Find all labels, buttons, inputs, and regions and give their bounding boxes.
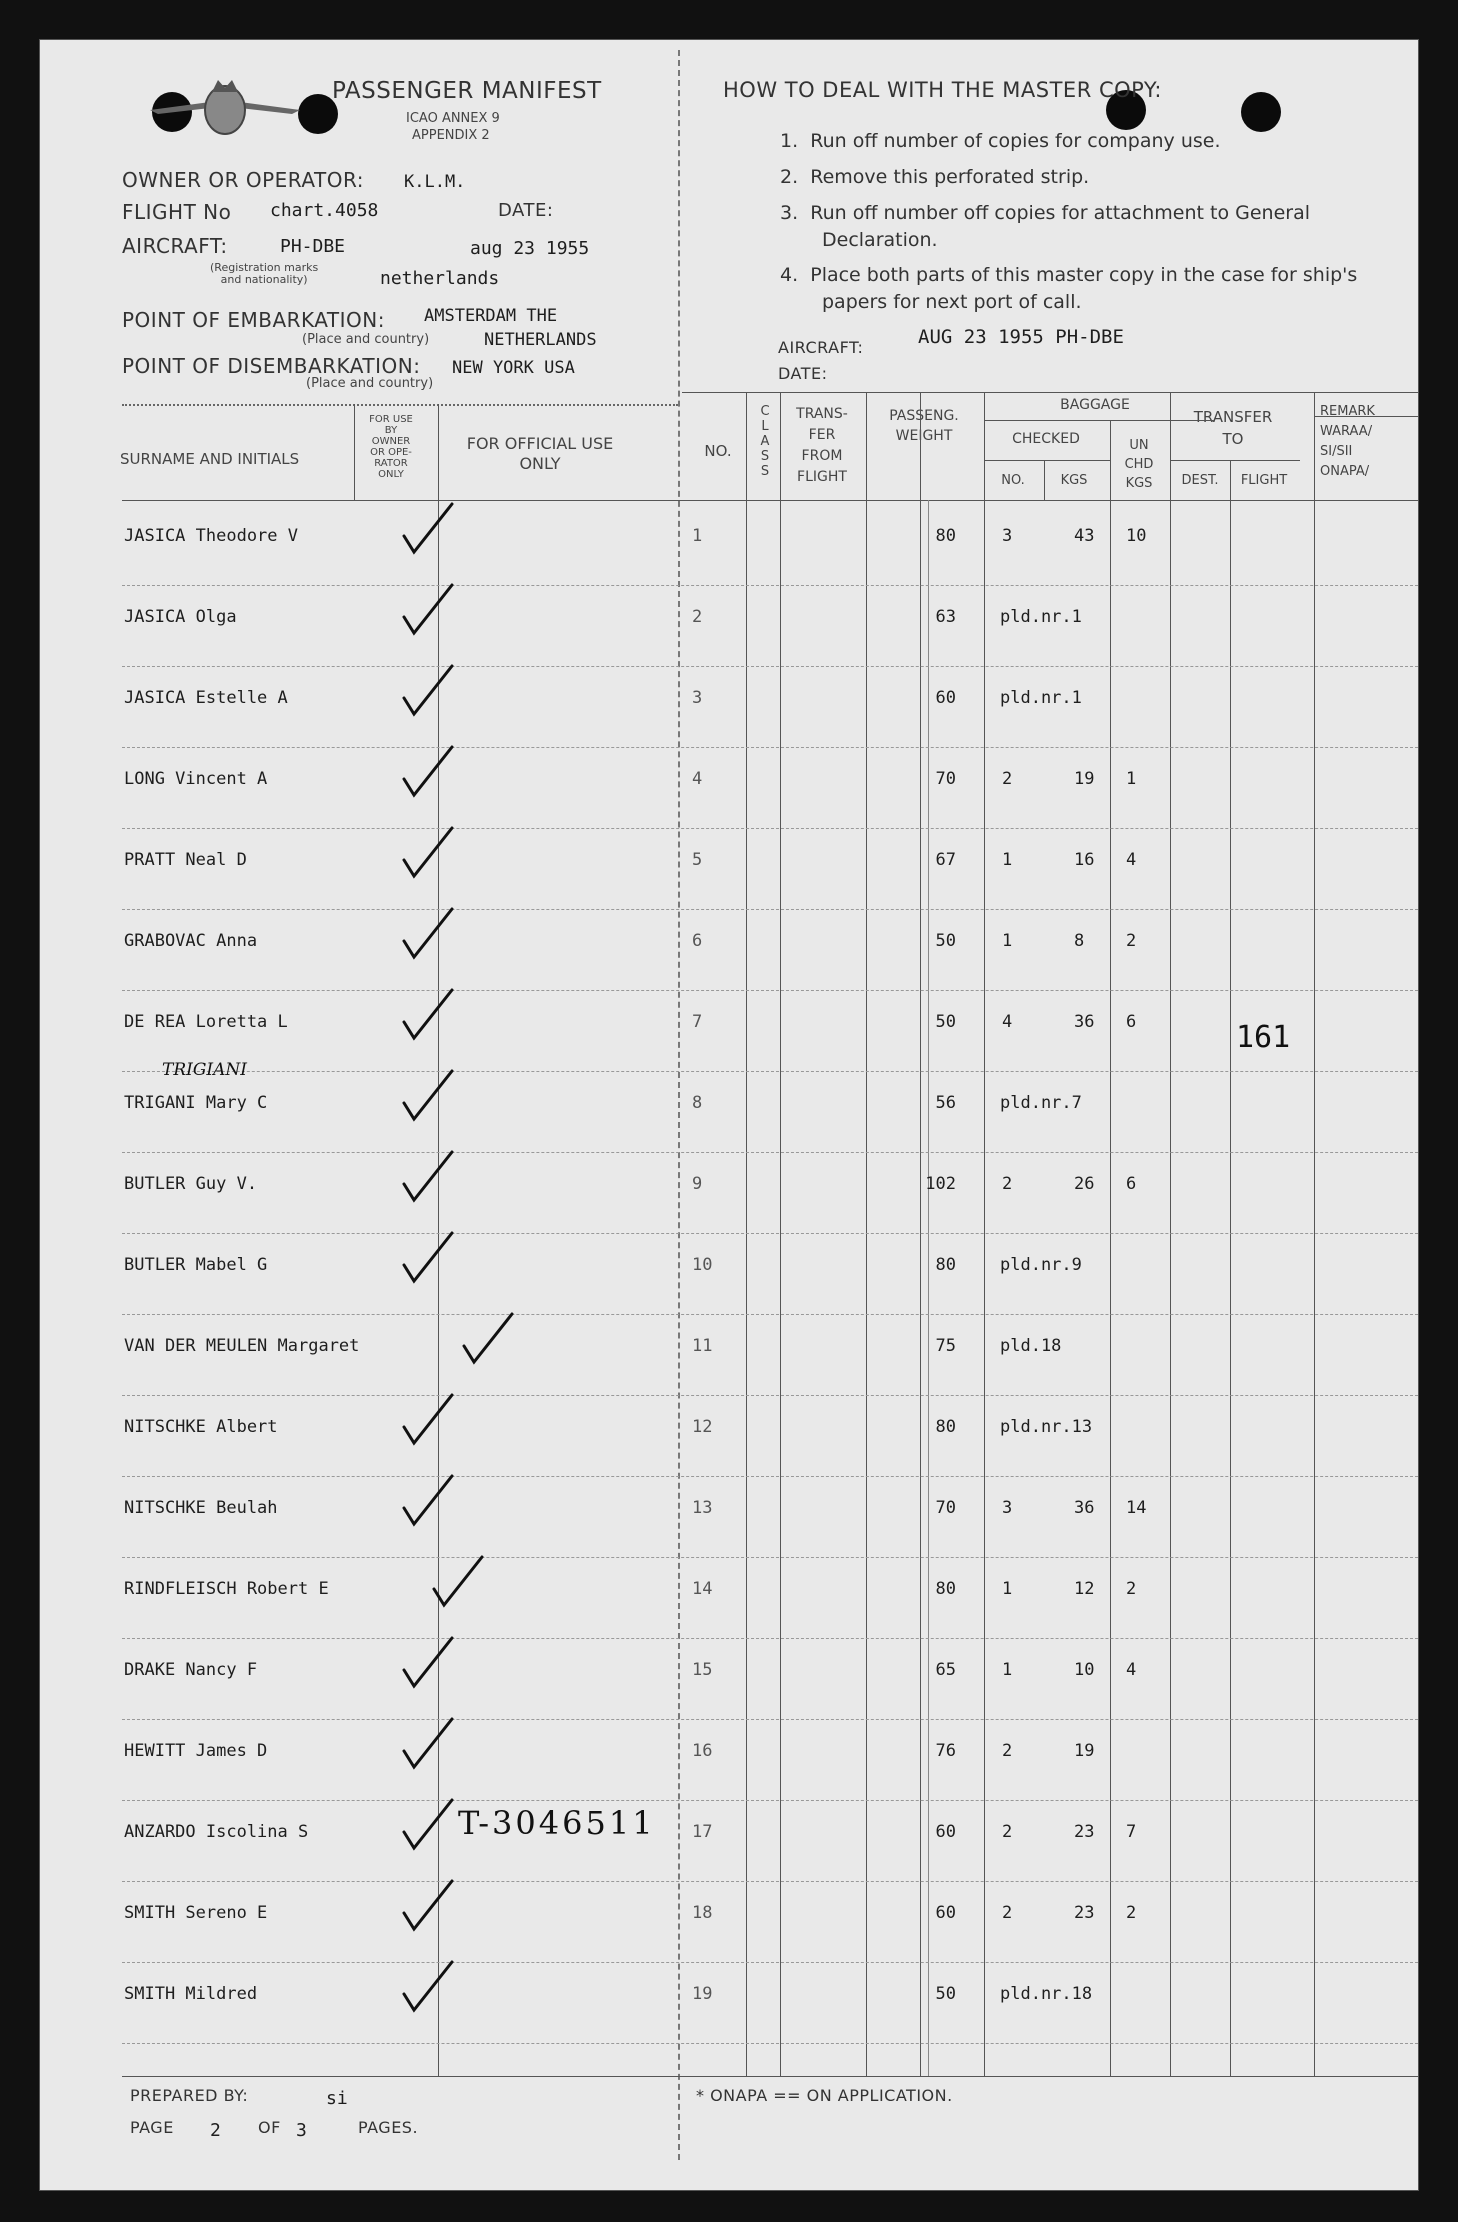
- flight-label: FLIGHT No: [122, 200, 232, 224]
- row-rule: [122, 1962, 1418, 1963]
- unchecked-kgs: 4: [1126, 1660, 1137, 1680]
- check-mark-icon: [400, 1391, 460, 1451]
- baggage-count: 3: [1002, 1498, 1013, 1518]
- passenger-weight: 50: [935, 1984, 956, 2004]
- table-row: [40, 1660, 1418, 1741]
- passenger-no: 3: [692, 688, 703, 708]
- instr-date-label: DATE:: [778, 364, 828, 383]
- row-rule: [122, 990, 1418, 991]
- check-mark-icon: [460, 1310, 520, 1370]
- place-note: (Place and country): [302, 332, 430, 347]
- handwritten-trigiani: TRIGIANI: [162, 1060, 248, 1080]
- col-no: NO.: [704, 442, 732, 460]
- unchecked-kgs: 4: [1126, 850, 1137, 870]
- baggage-kgs: 12: [1074, 1579, 1095, 1599]
- grid-line: [122, 404, 678, 406]
- pooled-note: pld.nr.1: [1000, 688, 1082, 708]
- check-mark-icon: [400, 1472, 460, 1532]
- prepared-by-label: PREPARED BY:: [130, 2086, 249, 2105]
- passenger-weight: 60: [935, 1822, 956, 1842]
- baggage-count: 3: [1002, 526, 1013, 546]
- unchecked-kgs: 2: [1126, 931, 1137, 951]
- owner-value: K.L.M.: [404, 172, 466, 192]
- prepared-by-value: si: [326, 2088, 348, 2109]
- check-mark-icon: [400, 824, 460, 884]
- instr-aircraft-label: AIRCRAFT:: [778, 338, 864, 357]
- passenger-weight: 102: [925, 1174, 956, 1194]
- table-row: [40, 607, 1418, 688]
- check-mark-icon: [430, 1553, 490, 1613]
- passenger-name: NITSCHKE Beulah: [124, 1498, 278, 1518]
- embarkation-value-1: AMSTERDAM THE: [424, 306, 558, 326]
- row-rule: [122, 747, 1418, 748]
- passenger-no: 11: [692, 1336, 713, 1356]
- passenger-weight: 50: [935, 931, 956, 951]
- baggage-count: 2: [1002, 1822, 1013, 1842]
- check-mark-icon: [400, 1067, 460, 1127]
- registration-note: (Registration marks and nationality): [210, 261, 319, 286]
- baggage-count: 2: [1002, 769, 1013, 789]
- row-rule: [122, 1233, 1418, 1234]
- pages-label: PAGES.: [358, 2118, 419, 2137]
- table-row: [40, 688, 1418, 769]
- table-row: [40, 1498, 1418, 1579]
- passenger-no: 2: [692, 607, 703, 627]
- baggage-kgs: 36: [1074, 1498, 1095, 1518]
- pooled-note: pld.nr.9: [1000, 1255, 1082, 1275]
- handwritten-ticket-number: T-3046511: [458, 1804, 656, 1842]
- baggage-kgs: 26: [1074, 1174, 1095, 1194]
- unchecked-kgs: 7: [1126, 1822, 1137, 1842]
- baggage-count: 1: [1002, 1660, 1013, 1680]
- appendix: APPENDIX 2: [412, 128, 490, 143]
- table-row: [40, 1417, 1418, 1498]
- place-note: (Place and country): [306, 376, 434, 391]
- row-rule: [122, 1476, 1418, 1477]
- col-transfer-from: TRANS- FER FROM FLIGHT: [796, 406, 848, 485]
- page-value: 2: [210, 2120, 221, 2141]
- passenger-name: JASICA Estelle A: [124, 688, 288, 708]
- passenger-no: 15: [692, 1660, 713, 1680]
- passenger-weight: 70: [935, 769, 956, 789]
- check-mark-icon: [400, 905, 460, 965]
- check-mark-icon: [400, 1715, 460, 1775]
- passenger-weight: 70: [935, 1498, 956, 1518]
- table-row: [40, 1984, 1418, 2065]
- table-row: [40, 1741, 1418, 1822]
- baggage-count: 1: [1002, 931, 1013, 951]
- manifest-sheet: [40, 40, 1418, 2190]
- passenger-no: 17: [692, 1822, 713, 1842]
- grid-line: [984, 460, 1110, 461]
- passenger-no: 6: [692, 931, 703, 951]
- page-label: PAGE: [130, 2118, 174, 2137]
- grid-line: [122, 500, 1418, 501]
- check-mark-icon: [400, 1148, 460, 1208]
- passenger-no: 4: [692, 769, 703, 789]
- table-row: [40, 1579, 1418, 1660]
- table-row: [40, 1822, 1418, 1903]
- aircraft-date: aug 23 1955: [470, 238, 590, 259]
- passenger-weight: 56: [935, 1093, 956, 1113]
- col-owner-use: FOR USE BY OWNER OR OPE- RATOR ONLY: [369, 414, 413, 480]
- check-mark-icon: [400, 743, 460, 803]
- col-flight: FLIGHT: [1240, 473, 1288, 488]
- row-rule: [122, 1395, 1418, 1396]
- passenger-weight: 80: [935, 526, 956, 546]
- passenger-name: SMITH Sereno E: [124, 1903, 268, 1923]
- grid-line: [354, 404, 355, 500]
- instruction-item: 2. Remove this perforated strip.: [780, 166, 1090, 188]
- passenger-name: TRIGANI Mary C: [124, 1093, 268, 1113]
- table-row: [40, 769, 1418, 850]
- unchecked-kgs: 1: [1126, 769, 1137, 789]
- passenger-name: DE REA Loretta L: [124, 1012, 288, 1032]
- row-rule: [122, 1152, 1418, 1153]
- baggage-count: 2: [1002, 1903, 1013, 1923]
- row-rule: [122, 909, 1418, 910]
- date-label: DATE:: [498, 200, 554, 221]
- passenger-weight: 60: [935, 1903, 956, 1923]
- transfer-flight-161: 161: [1236, 1020, 1291, 1055]
- baggage-count: 2: [1002, 1174, 1013, 1194]
- baggage-kgs: 10: [1074, 1660, 1095, 1680]
- check-mark-icon: [400, 500, 460, 560]
- passenger-no: 1: [692, 526, 703, 546]
- passenger-name: RINDFLEISCH Robert E: [124, 1579, 329, 1599]
- of-label: OF: [258, 2118, 281, 2137]
- passenger-name: ANZARDO Iscolina S: [124, 1822, 309, 1842]
- col-unchd: UN CHD KGS: [1124, 438, 1154, 491]
- passenger-no: 10: [692, 1255, 713, 1275]
- check-mark-icon: [400, 662, 460, 722]
- passenger-no: 9: [692, 1174, 703, 1194]
- grid-line: [984, 420, 1214, 421]
- passenger-weight: 63: [935, 607, 956, 627]
- pooled-note: pld.nr.13: [1000, 1417, 1093, 1437]
- nationality-value: netherlands: [380, 268, 500, 289]
- col-remarks: REMARK WARAA/ SI/SII ONAPA/: [1320, 404, 1375, 479]
- row-rule: [122, 1881, 1418, 1882]
- check-mark-icon: [400, 581, 460, 641]
- passenger-weight: 80: [935, 1255, 956, 1275]
- grid-line: [122, 2076, 1418, 2077]
- passenger-name: PRATT Neal D: [124, 850, 247, 870]
- unchecked-kgs: 2: [1126, 1579, 1137, 1599]
- pooled-note: pld.18: [1000, 1336, 1062, 1356]
- row-rule: [122, 2043, 1418, 2044]
- grid-line: [1044, 460, 1045, 500]
- check-mark-icon: [400, 1634, 460, 1694]
- col-transfer-to: TRANSFER TO: [1193, 408, 1273, 448]
- grid-line: [1314, 416, 1418, 417]
- embarkation-value-2: NETHERLANDS: [484, 330, 597, 350]
- passenger-name: GRABOVAC Anna: [124, 931, 258, 951]
- grid-line: [1170, 460, 1300, 461]
- col-baggage: BAGGAGE: [1060, 397, 1130, 413]
- row-rule: [122, 1800, 1418, 1801]
- row-rule: [122, 585, 1418, 586]
- check-mark-icon: [400, 1229, 460, 1289]
- unchecked-kgs: 6: [1126, 1012, 1137, 1032]
- passenger-name: BUTLER Guy V.: [124, 1174, 258, 1194]
- of-value: 3: [296, 2120, 307, 2141]
- row-rule: [122, 1557, 1418, 1558]
- passenger-name: JASICA Theodore V: [124, 526, 298, 546]
- check-mark-icon: [400, 1877, 460, 1937]
- passenger-no: 7: [692, 1012, 703, 1032]
- passenger-weight: 76: [935, 1741, 956, 1761]
- row-rule: [122, 828, 1418, 829]
- col-weight: PASSENG. WEIGHT: [889, 408, 959, 444]
- baggage-count: 1: [1002, 850, 1013, 870]
- unchecked-kgs: 2: [1126, 1903, 1137, 1923]
- passenger-no: 5: [692, 850, 703, 870]
- baggage-count: 1: [1002, 1579, 1013, 1599]
- pooled-note: pld.nr.1: [1000, 607, 1082, 627]
- baggage-kgs: 23: [1074, 1822, 1095, 1842]
- instruction-item: 3. Run off number off copies for attachment to General Declaration.: [780, 202, 1311, 251]
- row-rule: [122, 1314, 1418, 1315]
- passenger-no: 16: [692, 1741, 713, 1761]
- pooled-note: pld.nr.18: [1000, 1984, 1093, 2004]
- baggage-kgs: 19: [1074, 1741, 1095, 1761]
- embarkation-label: POINT OF EMBARKATION:: [122, 308, 385, 332]
- unchecked-kgs: 14: [1126, 1498, 1147, 1518]
- row-rule: [122, 1638, 1418, 1639]
- table-row: [40, 1336, 1418, 1417]
- passenger-no: 19: [692, 1984, 713, 2004]
- baggage-kgs: 23: [1074, 1903, 1095, 1923]
- baggage-kgs: 43: [1074, 526, 1095, 546]
- passenger-name: VAN DER MEULEN Margaret: [124, 1336, 360, 1356]
- onapa-footnote: * ONAPA == ON APPLICATION.: [696, 2086, 953, 2105]
- col-bag-no: NO.: [1001, 473, 1025, 488]
- col-surname: SURNAME AND INITIALS: [120, 450, 300, 468]
- check-mark-icon: [400, 986, 460, 1046]
- passenger-name: HEWITT James D: [124, 1741, 268, 1761]
- passenger-weight: 67: [935, 850, 956, 870]
- punch-hole: [1241, 92, 1281, 132]
- table-row: [40, 1255, 1418, 1336]
- aircraft-value: PH-DBE: [280, 236, 346, 257]
- table-row: [40, 1174, 1418, 1255]
- baggage-kgs: 36: [1074, 1012, 1095, 1032]
- passenger-weight: 80: [935, 1579, 956, 1599]
- passenger-weight: 65: [935, 1660, 956, 1680]
- col-official-use: FOR OFFICIAL USE ONLY: [466, 434, 614, 473]
- instruction-item: 1. Run off number of copies for company use.: [780, 130, 1221, 152]
- passenger-weight: 75: [935, 1336, 956, 1356]
- passenger-no: 8: [692, 1093, 703, 1113]
- row-rule: [122, 1719, 1418, 1720]
- instruction-item: 4. Place both parts of this master copy in the case for ship's papers for next port of call.: [780, 264, 1358, 313]
- col-dest: DEST.: [1181, 473, 1219, 488]
- passenger-name: SMITH Mildred: [124, 1984, 258, 2004]
- instr-aircraft-date-value: AUG 23 1955 PH-DBE: [918, 326, 1124, 348]
- passenger-name: DRAKE Nancy F: [124, 1660, 258, 1680]
- check-mark-icon: [400, 1796, 460, 1856]
- check-mark-icon: [400, 1958, 460, 2018]
- flight-value: chart.4058: [270, 200, 379, 221]
- passenger-name: JASICA Olga: [124, 607, 237, 627]
- passenger-no: 13: [692, 1498, 713, 1518]
- passenger-weight: 80: [935, 1417, 956, 1437]
- baggage-kgs: 8: [1074, 931, 1085, 951]
- passenger-weight: 60: [935, 688, 956, 708]
- baggage-kgs: 19: [1074, 769, 1095, 789]
- passenger-weight: 50: [935, 1012, 956, 1032]
- col-class: C L A S S: [760, 404, 770, 479]
- aircraft-label: AIRCRAFT:: [122, 234, 228, 258]
- table-row: [40, 526, 1418, 607]
- unchecked-kgs: 10: [1126, 526, 1147, 546]
- pooled-note: pld.nr.7: [1000, 1093, 1082, 1113]
- disembarkation-label: POINT OF DISEMBARKATION:: [122, 354, 421, 378]
- passenger-name: NITSCHKE Albert: [124, 1417, 278, 1437]
- row-rule: [122, 1071, 1418, 1072]
- passenger-name: BUTLER Mabel G: [124, 1255, 268, 1275]
- table-row: [40, 850, 1418, 931]
- baggage-count: 2: [1002, 1741, 1013, 1761]
- unchecked-kgs: 6: [1126, 1174, 1137, 1194]
- klm-crown-logo-icon: [140, 72, 310, 142]
- instructions-title: HOW TO DEAL WITH THE MASTER COPY:: [723, 78, 1162, 102]
- baggage-count: 4: [1002, 1012, 1013, 1032]
- owner-label: OWNER OR OPERATOR:: [122, 168, 364, 192]
- passenger-no: 14: [692, 1579, 713, 1599]
- grid-line: [682, 392, 1418, 393]
- row-rule: [122, 666, 1418, 667]
- table-row: [40, 1012, 1418, 1093]
- manifest-title: PASSENGER MANIFEST: [332, 78, 602, 104]
- col-bag-kgs: KGS: [1060, 473, 1088, 488]
- passenger-name: LONG Vincent A: [124, 769, 268, 789]
- table-row: [40, 1903, 1418, 1984]
- icao-annex: ICAO ANNEX 9: [406, 111, 500, 126]
- passenger-no: 12: [692, 1417, 713, 1437]
- table-row: [40, 931, 1418, 1012]
- disembarkation-value: NEW YORK USA: [452, 358, 575, 378]
- table-row: [40, 1093, 1418, 1174]
- baggage-kgs: 16: [1074, 850, 1095, 870]
- col-checked: CHECKED: [1012, 431, 1080, 447]
- passenger-no: 18: [692, 1903, 713, 1923]
